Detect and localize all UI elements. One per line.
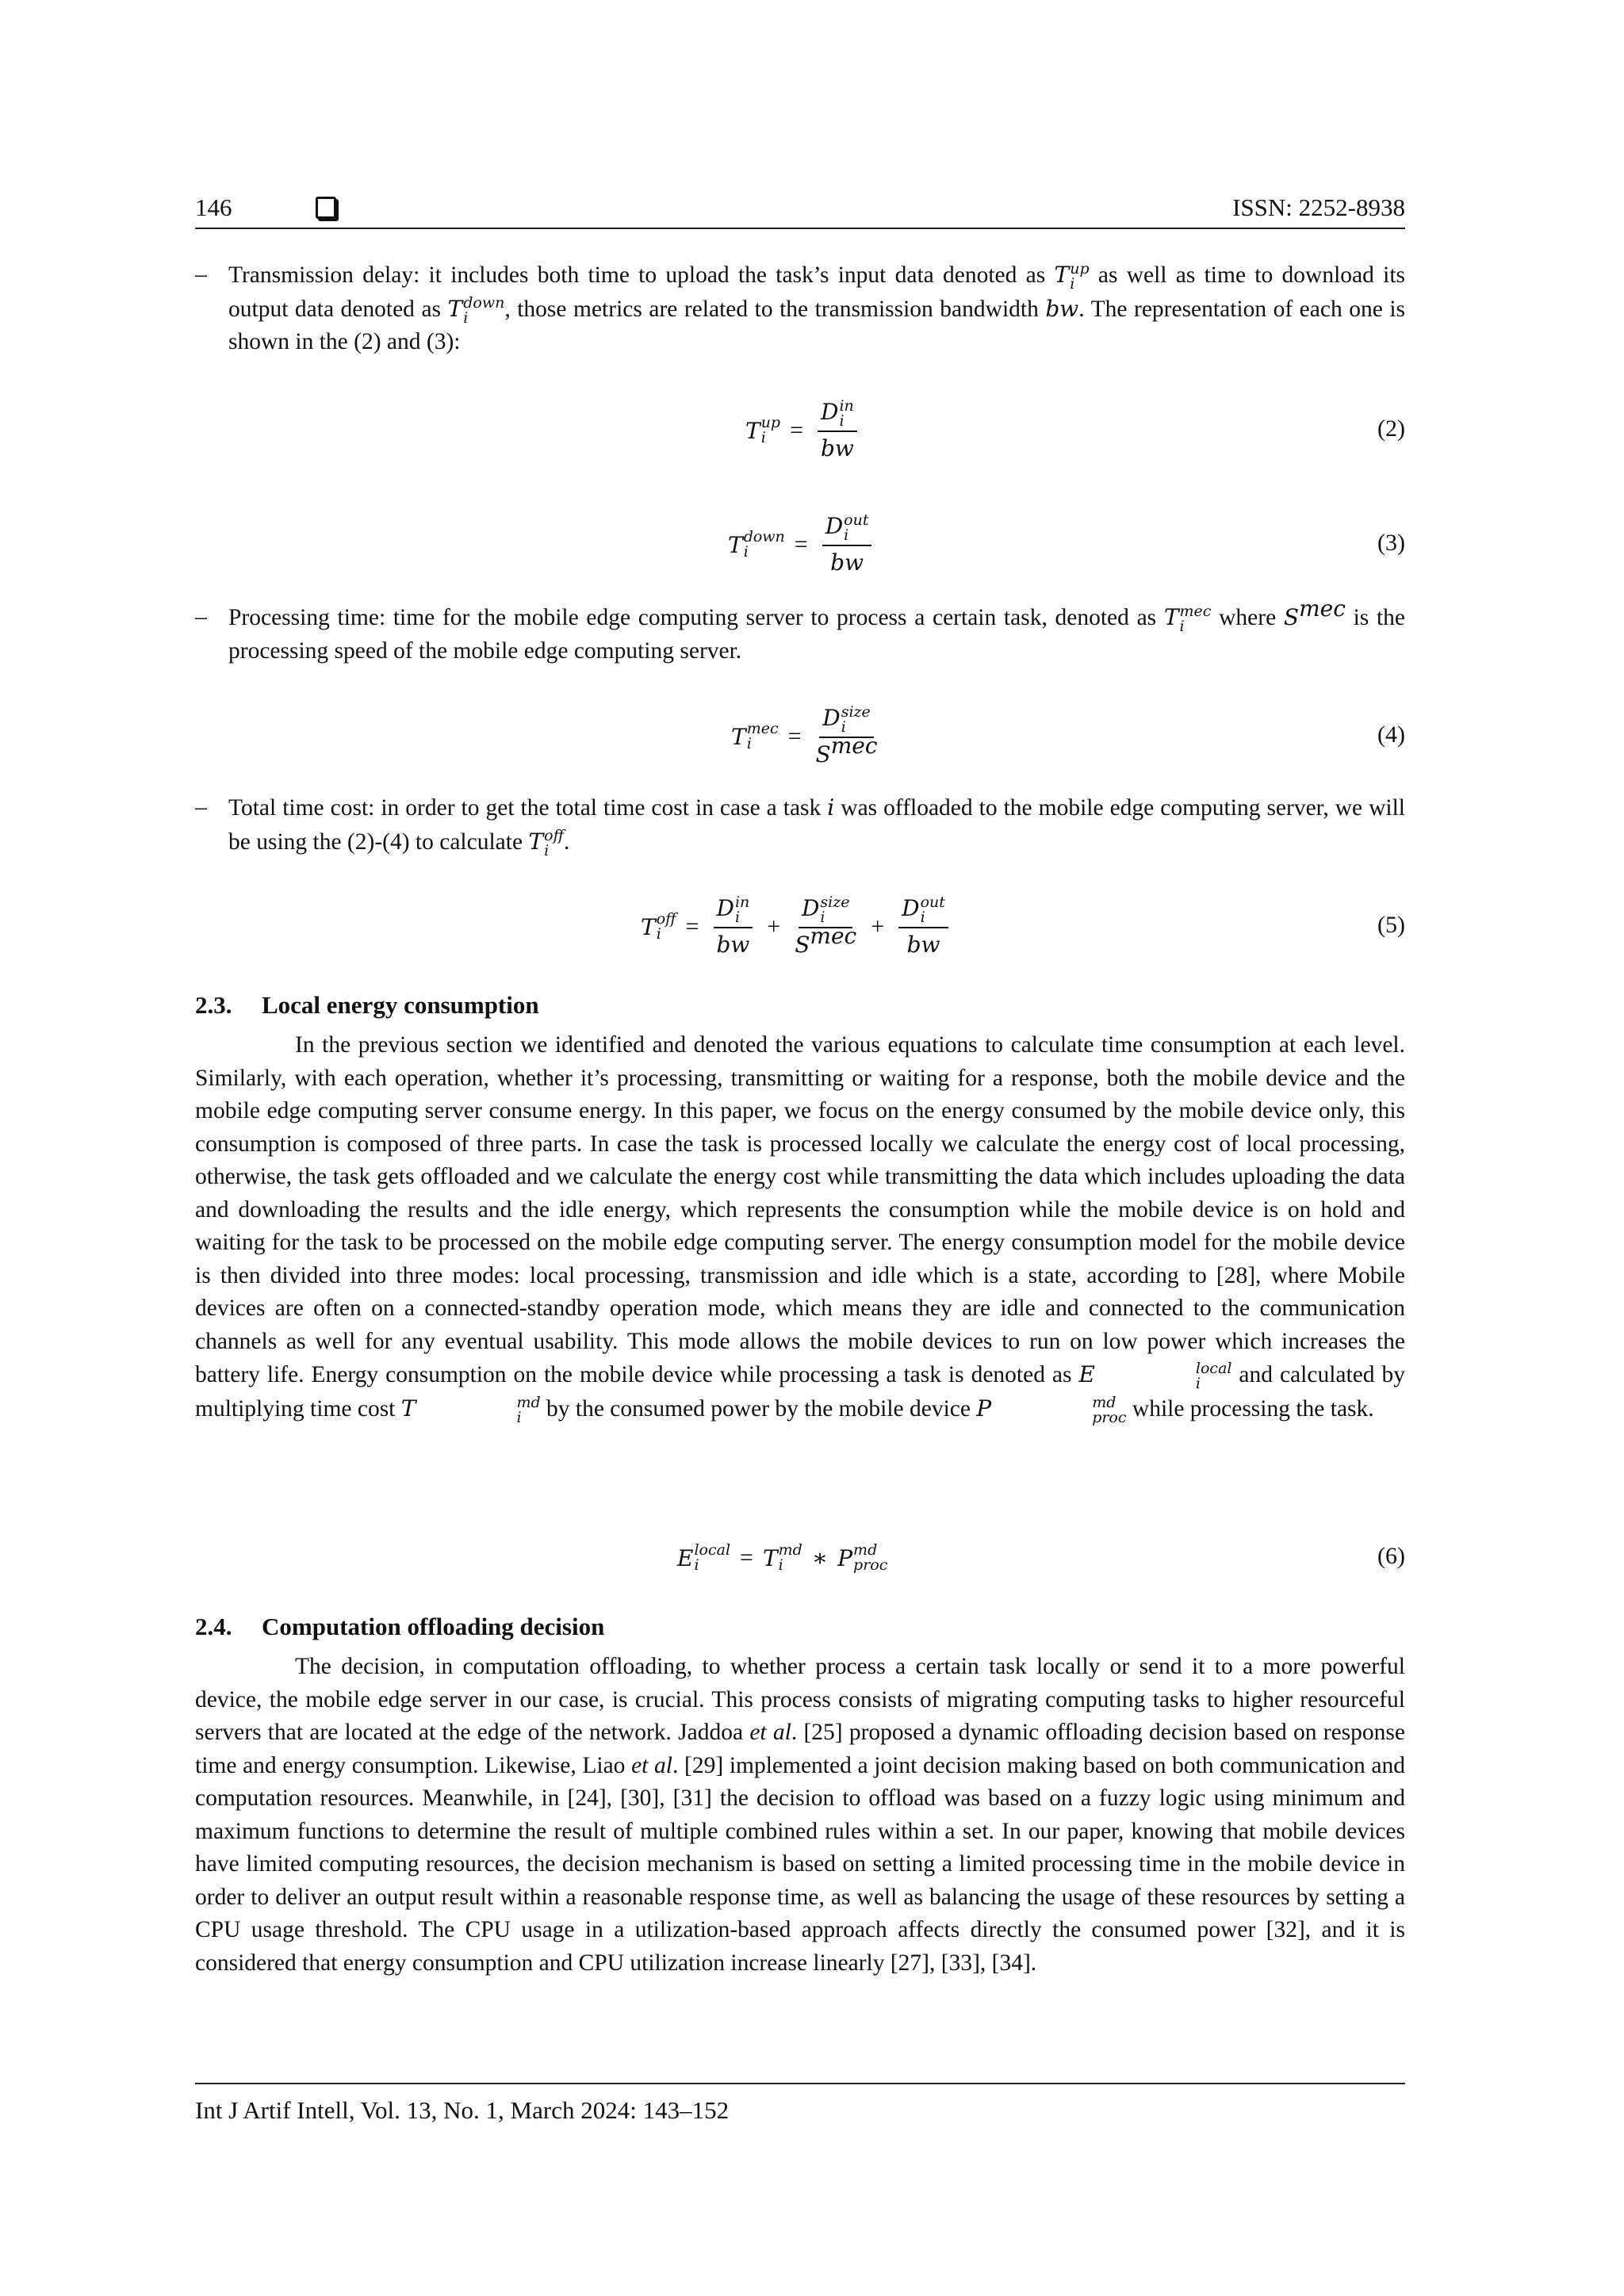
math-sup: up [760,414,781,431]
math-symbol: T [762,1544,778,1571]
section-heading-2-3 [195,991,539,1020]
math-sub: i [1179,618,1185,636]
et-al-italic: et al [631,1752,672,1778]
math-symbol: D [801,894,820,921]
math-sup: mec [810,923,857,950]
paragraph-text: by the consumed power by the mobile device [540,1395,977,1422]
math-symbol: D [825,512,844,539]
math-symbol: S [1283,604,1300,630]
math-symbol: i [827,794,835,821]
equals-sign: = [787,723,802,749]
equation-number: (4) [1377,721,1405,748]
math-symbol: T [745,417,760,444]
math-sup: out [844,511,869,530]
bullet-text: , those metrics are related to the transmission bandwidth [504,296,1046,322]
math-symbol: bw [830,549,864,576]
et-al-italic: et al [749,1720,791,1745]
multiply-sign: ∗ [811,1544,829,1571]
plus-sign: + [767,913,781,939]
math-sub: i [694,1556,699,1574]
bullet-text: was offloaded to the mobile edge computing server, we will be using the (2)-(4) to calculate [228,795,1405,855]
math-sub: proc [853,1556,888,1574]
section-title: Computation offloading decision [262,1613,605,1640]
math-symbol: E [677,1544,694,1571]
bullet-processing-time [195,595,1405,668]
paragraph-text: . [29] implemented a joint decision making based on both communication and computation resources. Meanwhile, in [24], [30], [31] the decision to offload was based on a fuzzy logic using minimum and maximum functions to determine the result of multiple combined rules within a set. In our paper, knowing that mobile devices have limited computing resources, the decision mechanism is based on setting a limited processing time in the mobile device in order to deliver an output result within a reasonable response time, as well as balancing the usage of these resources by setting a CPU usage threshold. The CPU usage in a utilization-based approach affects directly the consumed power [32], and it is considered that energy consumption and CPU utilization increase linearly [27], [33], [34]. [195,1752,1405,1976]
math-symbol: D [822,704,841,731]
math-sup: in [734,894,750,912]
math-sup: mec [746,720,779,737]
paragraph-text: In the previous section we identified and denoted the various equations to calculate time consumption at each level. Similarly, with each operation, whether it’s processing, transmitting or waiting for a response, both the mobile device and the mobile edge computing server consume energy. In this paper, we focus on the energy consumed by the mobile device only, this consumption is composed of three parts. In case the task is processed locally we calculate the energy cost of local processing, otherwise, the task gets offloaded and we calculate the energy cost while transmitting the data which includes uploading the data and downloading the results and the idle energy, which represents the consumption while the mobile device is on hold and waiting for the task to be processed on the mobile edge computing server. The energy consumption model for the mobile device is then divided into three modes: local processing, transmission and idle which is a state, according to [28], where Mobile devices are often on a connected-standby operation mode, which means they are idle and connected to the communication channels as well for any eventual usability. This mode allows the mobile devices to run on low power which increases the battery life. Energy consumption on the mobile device while processing a task is denoted as [195,1032,1405,1387]
paragraph-local-energy [195,1029,1405,1425]
math-sup: mec [1299,595,1346,622]
math-symbol: T [641,913,656,940]
page-footer: Int J Artif Intell, Vol. 13, No. 1, March 2024: 143–152 [195,2096,730,2124]
math-symbol: S [815,741,831,768]
plus-sign: + [871,913,885,939]
equation-number: (6) [1377,1543,1405,1569]
page-header [195,193,1405,228]
math-sub: i [463,308,469,327]
math-symbol: T [400,1395,416,1422]
math-sup: local [694,1541,731,1559]
math-sup: local [1195,1360,1232,1378]
math-symbol: bw [906,932,940,959]
math-symbol: P [837,1544,853,1571]
math-symbol: T [528,828,544,855]
equation-5 [195,891,1405,962]
paragraph-text: while processing the task. [1126,1395,1374,1422]
square-symbol-icon [316,197,336,219]
equation-4 [195,701,1405,772]
math-symbol: T [1054,262,1070,288]
bullet-text: where [1211,605,1284,630]
paragraph-offloading-decision [195,1651,1405,1980]
math-sup: md [778,1541,802,1559]
math-symbol: S [795,932,810,959]
math-symbol: T [731,723,746,750]
equals-sign: = [685,913,699,939]
math-symbol: D [902,894,920,921]
math-sup: size [820,894,850,912]
math-sup: md [516,1393,541,1411]
bullet-dash: – [195,604,207,629]
fraction [816,703,878,770]
fraction [822,511,872,578]
math-sup: down [743,528,785,545]
equals-sign: = [790,417,804,443]
page-number: 146 [195,193,232,221]
bullet-text: . The representation of each one is shown in the (2) and (3): [228,296,1406,354]
bullet-text: Transmission delay: it includes both time to upload the task’s input data denoted as [228,262,1055,288]
math-sub: i [820,909,825,927]
math-sup: mec [830,733,878,760]
math-sub: i [743,543,749,561]
bullet-text: . [564,828,570,855]
section-heading-2-4 [195,1613,604,1641]
fraction [818,397,857,464]
bullet-total-time-cost [195,791,1405,859]
equation-6 [195,1522,1405,1594]
header-rule [195,228,1405,229]
math-sub: i [656,925,661,943]
math-sub: i [760,429,766,446]
math-sup: mec [1179,603,1212,621]
bullet-text: is the processing speed of the mobile edge computing server. [228,605,1405,664]
fraction [714,894,753,960]
math-symbol: bw [820,435,854,462]
math-sup: up [1070,260,1090,278]
math-symbol: T [1163,604,1179,630]
math-symbol: T [447,295,463,322]
equation-number: (2) [1377,415,1405,442]
paragraph-text: and calculated by multiplying time cost [195,1362,1405,1422]
bullet-transmission-delay [195,258,1405,359]
math-sup: size [841,703,871,721]
math-sub: i [516,1408,522,1426]
fraction [795,894,856,960]
fraction [898,894,948,960]
bullet-dash: – [195,794,207,820]
issn-label: ISSN: 2252-8938 [1232,193,1405,221]
math-sup: out [920,894,945,912]
equation-2 [195,395,1405,466]
math-sup: md [1092,1393,1116,1411]
math-symbol: E [1078,1361,1095,1387]
math-sub: i [544,841,550,859]
math-symbol: D [716,894,734,921]
math-sub: i [734,909,741,927]
bullet-dash: – [195,262,207,287]
math-sup: md [853,1541,878,1559]
math-sub: i [841,718,846,737]
paper-page [195,0,1405,2296]
math-sup: off [544,826,565,844]
equation-number: (5) [1377,912,1405,938]
bullet-text: Processing time: time for the mobile edge computing server to process a certain task, denoted as [228,605,1164,630]
math-symbol: P [976,1395,992,1422]
bullet-text: Total time cost: in order to get the total time cost in case a task [228,795,828,821]
math-symbol: bw [716,932,750,959]
equals-sign: = [794,531,808,557]
math-symbol: bw [1045,295,1079,322]
bullet-text: as well as time to download its output data denoted as [228,262,1405,322]
section-number: 2.4. [195,1613,232,1640]
math-sub: i [1195,1375,1201,1393]
math-sub: i [839,412,845,430]
paragraph-text: The decision, in computation offloading, to whether process a certain task locally or send it to a more powerful device, the mobile edge server in our case, is crucial. This process consists of migrating computing tasks to higher resourceful servers that are located at the edge of the network. Jaddoa [195,1654,1405,1745]
math-sub: proc [1092,1408,1127,1426]
section-number: 2.3. [195,991,232,1019]
paragraph-text: . [25] proposed a dynamic offloading decision based on response time and energy consumption. Likewise, Liao [195,1720,1405,1778]
math-symbol: T [728,531,743,558]
equation-number: (3) [1377,530,1405,556]
math-sub: i [844,526,849,545]
math-symbol: D [821,398,839,425]
math-sub: i [778,1556,783,1574]
math-sub: i [1070,275,1075,293]
section-title: Local energy consumption [262,991,539,1019]
math-sub: i [746,735,752,752]
math-sup: off [656,910,676,928]
equals-sign: = [740,1544,753,1571]
math-sub: i [920,909,925,927]
equation-3 [195,509,1405,580]
math-sup: in [839,397,854,415]
math-sup: down [463,293,505,312]
footer-rule [195,2083,1405,2084]
